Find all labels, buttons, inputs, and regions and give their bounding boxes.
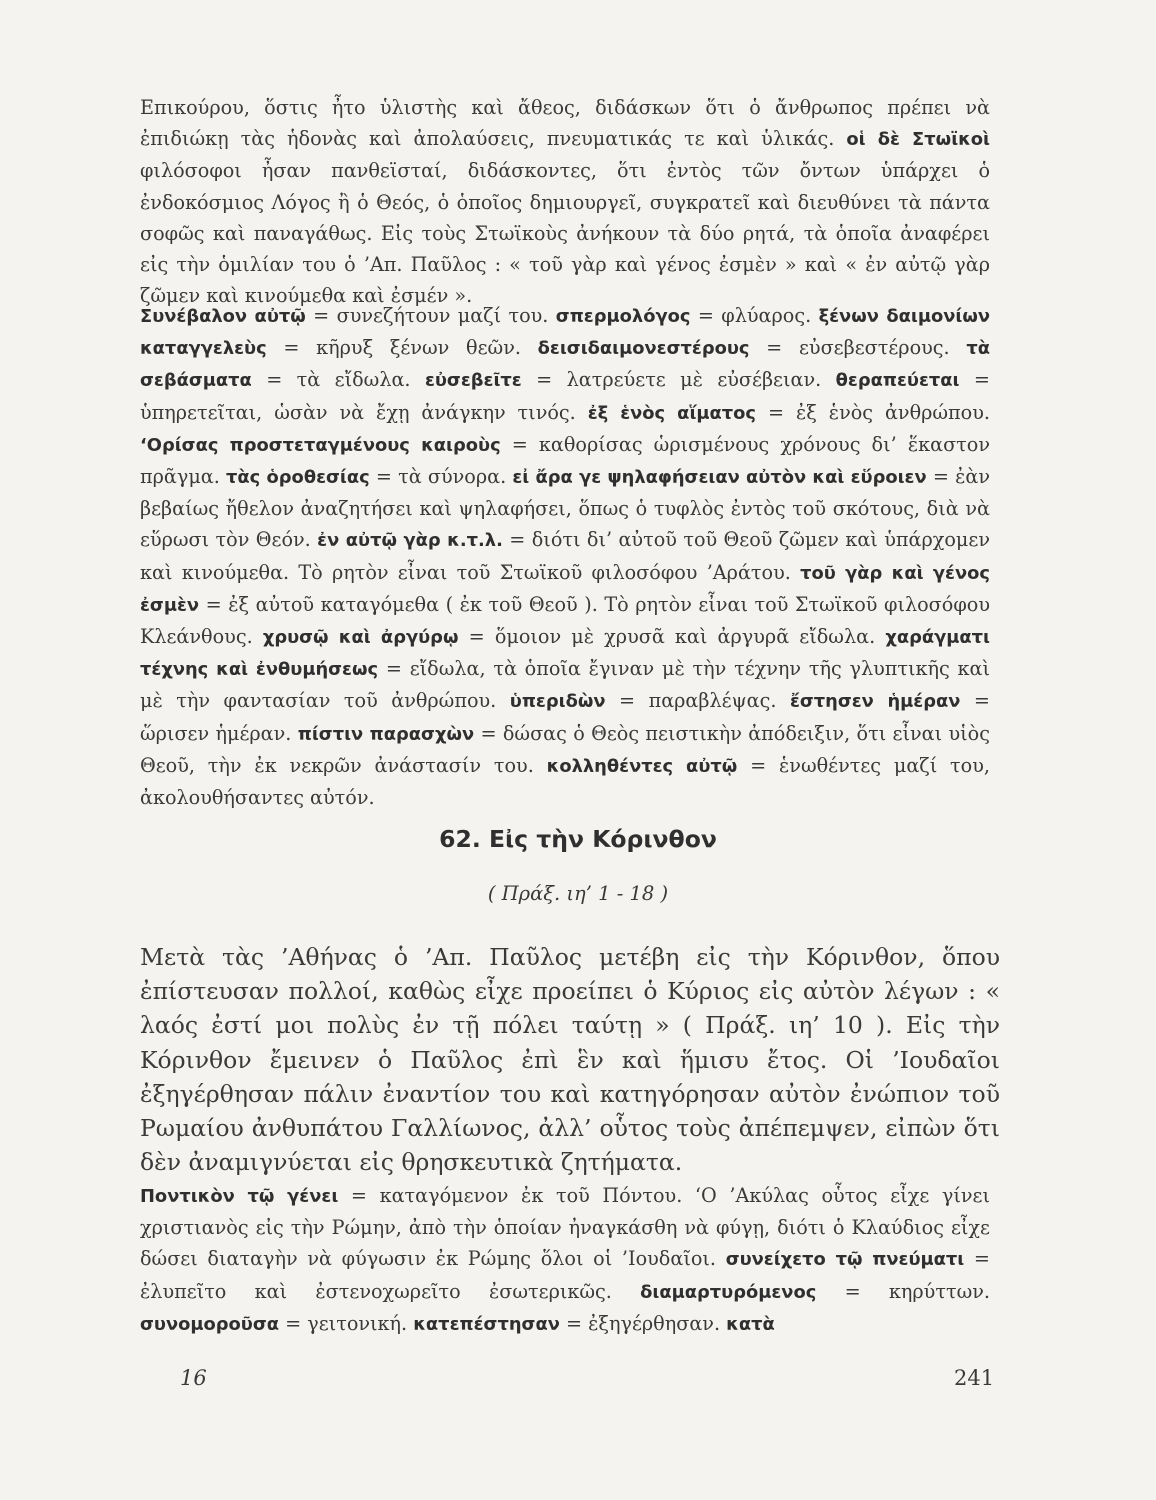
glossary-term: οἱ δὲ Στωϊκοὶ [846, 129, 990, 151]
text-run: = παραβλέψας. [605, 689, 790, 713]
text-run: = συνεζήτουν μαζί του. [305, 304, 556, 327]
paragraph [140, 1180, 990, 1340]
glossary-term: Ποντικὸν τῷ γένει [140, 1186, 339, 1207]
glossary-term: δεισιδαιμονεστέρους [537, 338, 750, 360]
glossary-term: τὰ σεβάσματα [140, 338, 990, 392]
paragraph-epicurus-stoics [140, 92, 990, 311]
text-run: = ἐξ ἑνὸς ἀνθρώπου. [756, 400, 990, 424]
paragraph-corinth-narrative [140, 940, 1000, 1179]
section-title: 62. Εἰς τὴν Κόρινθον [439, 825, 717, 853]
glossary-term: ‘Ορίσας προστεταγμένους καιροὺς [140, 434, 501, 456]
text-run: = εἴδωλα, τὰ ὁποῖα ἔγιναν μὲ τὴν τέχνην τῆς γλυπτικῆς καὶ μὲ τὴν φαντασίαν τοῦ ἀνθρώπου. [140, 657, 990, 713]
glossary-term: συνείχετο τῷ πνεύματι [725, 1249, 965, 1271]
text-run: = καθορίσας ὡρισμένους χρόνους δι’ ἕκαστον πρᾶγμα. [140, 432, 990, 489]
glossary-term: εὐσεβεῖτε [424, 370, 522, 392]
text-run: Μετὰ τὰς ’Αθήνας ὁ ’Απ. Παῦλος μετέβη εἰς τὴν Κόρινθον, ὅπου ἐπίστευσαν πολλοί, καθὼς εἶχε προείπει ὁ Κύριος εἰς αὐτὸν λέγων : « λαός ἐστί μοι πολὺς ἐν τῇ πόλει ταύτῃ » ( Πράξ. ιη’ 10 ). Εἰς τὴν Κόρινθον ἔμεινεν ὁ Παῦλος ἐπὶ ἓν καὶ ἥμισυ ἔτος. Οἱ ’Ιουδαῖοι ἐξηγέρθησαν πάλιν ἐναντίον του καὶ κατηγόρησαν αὐτὸν ἐνώπιον τοῦ Ρωμαίου ἀνθυπάτου Γαλλίωνος, ἀλλ’ οὗτος τοὺς ἀπέπεμψεν, εἰπὼν ὅτι δὲν ἀναμιγνύεται εἰς θρησκευτικὰ ζητήματα. [140, 943, 1000, 1177]
page-number: 241 [954, 1366, 995, 1390]
text-run: = ἑνωθέντες μαζί του, ἀκολουθήσαντες αὐτόν. [140, 753, 990, 810]
glossary-term: κατὰ [726, 1313, 775, 1335]
text-run: = ὥρισεν ἡμέραν. [140, 689, 990, 745]
text-run: = κῆρυξ ξένων θεῶν. [266, 336, 538, 360]
text-run: = ὅμοιον μὲ χρυσᾶ καὶ ἀργυρᾶ εἴδωλα. [458, 625, 886, 649]
text-run: = τὰ εἴδωλα. [251, 368, 425, 392]
paragraph [140, 300, 990, 813]
glossary-term: κολληθέντες αὐτῷ [546, 755, 738, 777]
text-run: = διότι δι’ αὐτοῦ τοῦ Θεοῦ ζῶμεν καὶ ὑπάρχομεν καὶ κινούμεθα. Τὸ ρητὸν εἶναι τοῦ Στωϊκοῦ φιλοσόφου ’Αράτου. [140, 528, 990, 584]
glossary-term: ἐξ ἑνὸς αἵματος [587, 402, 757, 424]
glossary-term: κατεπέστησαν [413, 1313, 560, 1335]
glossary-term: διαμαρτυρόμενος [640, 1281, 817, 1303]
signature-mark: 16 [180, 1366, 207, 1390]
text-run: φιλόσοφοι ἦσαν πανθεϊσταί, διδάσκοντες, ὅτι ἐντὸς τῶν ὄντων ὑπάρχει ὁ ἐνδοκόσμιος Λόγος ἢ ὁ Θεός, ὁ ὁποῖος δημιουργεῖ, συγκρατεῖ καὶ διευθύνει τὰ πάντα σοφῶς καὶ παναγάθως. Εἰς τοὺς Στωϊκοὺς ἀνήκουν τὰ δύο ρητά, τὰ ὁποῖα ἀναφέρει εἰς τὴν ὁμιλίαν του ὁ ’Απ. Παῦλος : « τοῦ γὰρ καὶ γένος ἐσμὲν » καὶ « ἐν αὐτῷ γὰρ ζῶμεν καὶ κινούμεθα καὶ ἐσμέν ». [140, 159, 990, 308]
glossary-term: ξένων δαιμονίων καταγγελεὺς [140, 306, 990, 360]
paragraph [140, 940, 1000, 1179]
text-run: Επικούρου, ὅστις ἦτο ὑλιστὴς καὶ ἄθεος, διδάσκων ὅτι ὁ ἄνθρωπος πρέπει νὰ ἐπιδιώκῃ τὰς ἡδονὰς καὶ ἀπολαύσεις, πνευματικάς τε καὶ ὑλικάς. [140, 96, 990, 151]
text-run: = φλύαρος. [690, 304, 819, 327]
text-run: = εὐσεβεστέρους. [749, 336, 967, 360]
text-run: = ἐξηγέρθησαν. [559, 1311, 727, 1335]
glossary-term: ἐν αὐτῷ γὰρ κ.τ.λ. [317, 530, 503, 552]
text-run: = γειτονική. [279, 1311, 414, 1335]
text-run: = ὑπηρετεῖται, ὡσὰν νὰ ἔχῃ ἀνάγκην τινός. [140, 368, 990, 424]
glossary-term: θεραπεύεται [835, 370, 960, 392]
text-run: = λατρεύετε μὲ εὐσέβειαν. [521, 368, 836, 392]
text-run: = ἐξ αὐτοῦ καταγόμεθα ( ἐκ τοῦ Θεοῦ ). Τὸ ρητὸν εἶναι τοῦ Στωϊκοῦ φιλοσόφου Κλεάνθους. [140, 592, 990, 649]
glossary-paragraph-corinth [140, 1180, 990, 1340]
text-run: = δώσας ὁ Θεὸς πειστικὴν ἀπόδειξιν, ὅτι εἶναι υἱὸς Θεοῦ, τὴν ἐκ νεκρῶν ἀνάστασίν του. [140, 721, 990, 777]
glossary-term: τοῦ γὰρ καὶ γένος ἐσμὲν [140, 562, 990, 616]
paragraph [140, 92, 990, 311]
glossary-term: τὰς ὁροθεσίας [226, 467, 370, 489]
glossary-term: εἰ ἄρα γε ψηλαφήσειαν αὐτὸν καὶ εὕροιεν [512, 467, 927, 489]
glossary-term: χαράγματι τέχνης καὶ ἐνθυμήσεως [140, 627, 990, 681]
text-run: = ἐὰν βεβαίως ἤθελον ἀναζητήσει καὶ ψηλαφήσει, ὅπως ὁ τυφλὸς ἐντὸς τοῦ σκότους, διὰ νὰ εὕρωσι τὸν Θεόν. [140, 465, 990, 552]
glossary-term: σπερμολόγος [555, 306, 691, 327]
glossary-term: χρυσῷ καὶ ἀργύρῳ [262, 627, 459, 649]
glossary-term: Συνέβαλον αὐτῷ [140, 306, 306, 327]
text-run: = κηρύττων. [816, 1279, 990, 1303]
glossary-term: ἔστησεν ἡμέραν [789, 691, 961, 713]
text-run: = ἐλυπεῖτο καὶ ἐστενοχωρεῖτο ἐσωτερικῶς. [140, 1247, 990, 1303]
glossary-term: συνομοροῦσα [140, 1313, 279, 1335]
glossary-term: ὑπεριδὼν [509, 691, 606, 713]
section-reference: ( Πράξ. ιη’ 1 - 18 ) [487, 882, 669, 905]
glossary-paragraph-athens [140, 300, 990, 813]
text-run: = καταγόμενον ἐκ τοῦ Πόντου. ‘Ο ’Ακύλας οὗτος εἶχε γίνει χριστιανὸς εἰς τὴν Ρώμην, ἀπὸ τὴν ὁποίαν ἠναγκάσθη νὰ φύγῃ, διότι ὁ Κλαύδιος εἶχε δώσει διαταγὴν νὰ φύγωσιν ἐκ Ρώμης ὅλοι οἱ ’Ιουδαῖοι. [140, 1184, 990, 1271]
text-run: = τὰ σύνορα. [369, 465, 513, 489]
glossary-term: πίστιν παρασχὼν [297, 723, 475, 745]
